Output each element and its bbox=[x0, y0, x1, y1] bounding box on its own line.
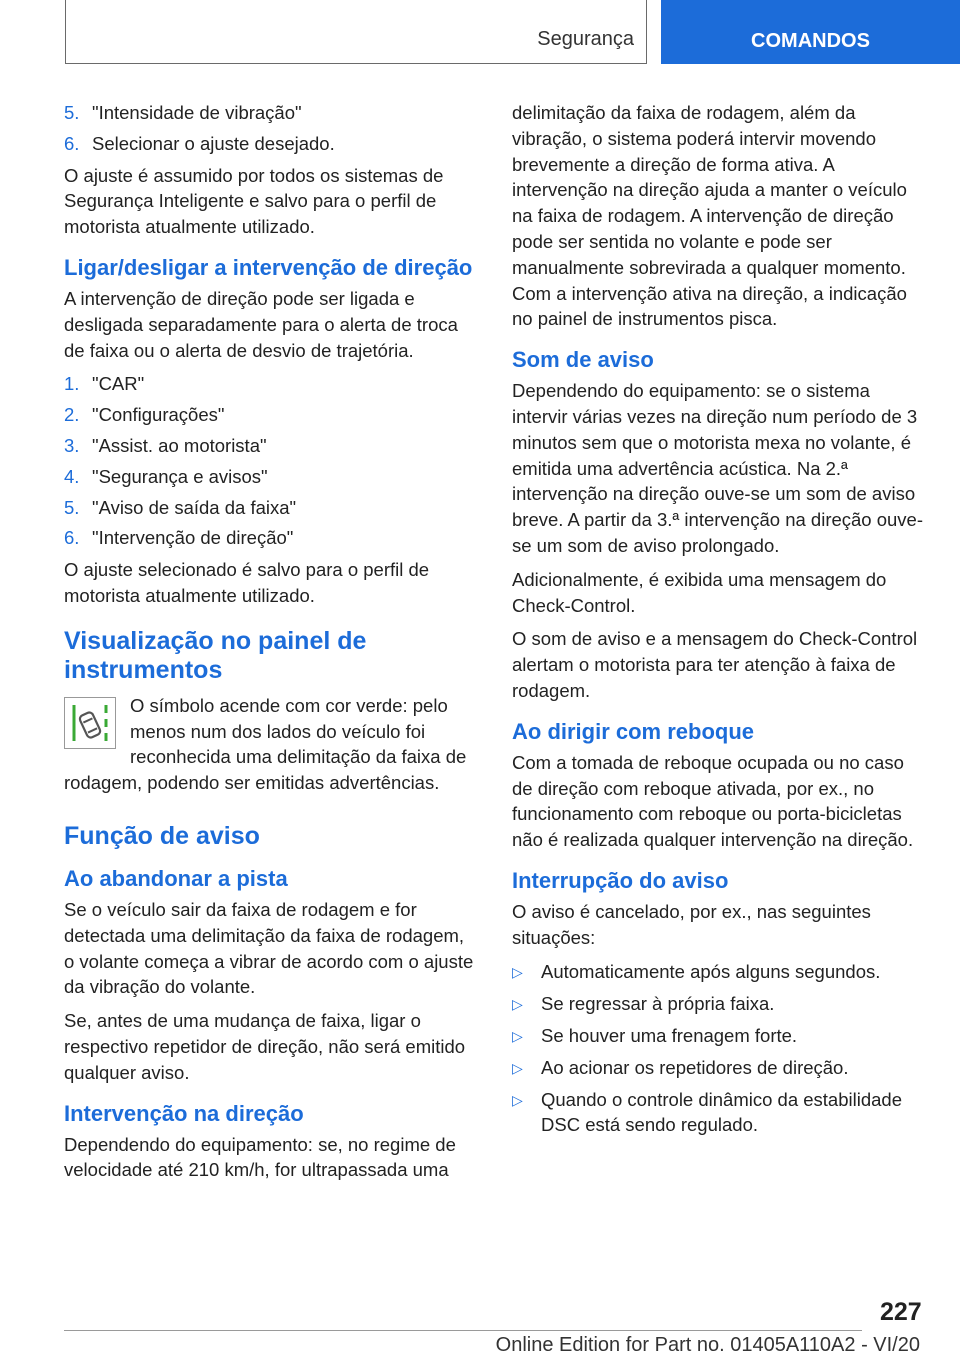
list-item bbox=[64, 100, 476, 126]
step-text: "Assist. ao motorista" bbox=[92, 434, 267, 456]
steps-list-b bbox=[64, 371, 476, 551]
list-item bbox=[64, 402, 476, 428]
paragraph: Com a tomada de reboque ocupada ou no caso de direção com reboque ativada, por ex., no funcionamento com reboque ou porta-bicicletas não é realizada qualquer intervenção na direção. bbox=[512, 751, 914, 851]
right-column bbox=[512, 100, 924, 1144]
paragraph: O ajuste selecionado é salvo para o perfil de motorista atualmente utilizado. bbox=[64, 559, 430, 606]
icon-paragraph bbox=[64, 693, 476, 796]
list-item bbox=[64, 464, 476, 490]
step-text: "Segurança e avisos" bbox=[92, 465, 268, 487]
heading-trailer: Ao dirigir com reboque bbox=[512, 718, 755, 744]
list-item bbox=[64, 525, 476, 551]
header-section-title: Segurança bbox=[537, 28, 634, 50]
list-item bbox=[64, 131, 476, 157]
interruption-list bbox=[512, 959, 924, 1139]
list-item bbox=[64, 433, 476, 459]
step-number: 1. bbox=[64, 373, 80, 395]
icon-description: O símbolo acende com cor verde: pelo menos num dos lados do veículo foi reconhecida uma delimitação da faixa de rodagem, podendo ser emitidas advertências. bbox=[64, 694, 467, 794]
list-item bbox=[64, 495, 476, 521]
bullet-text: Se houver uma frenagem forte. bbox=[541, 1024, 798, 1046]
paragraph: Se, antes de uma mudança de faixa, ligar o respectivo repetidor de direção, não será emitido qualquer aviso. bbox=[64, 1010, 466, 1083]
step-number: 3. bbox=[64, 434, 80, 456]
footer-edition: Online Edition for Part no. 01405A110A2 - VI/20 bbox=[495, 1334, 920, 1356]
step-text: "Configurações" bbox=[92, 404, 225, 426]
step-number: 6. bbox=[64, 132, 80, 154]
step-number: 5. bbox=[64, 102, 80, 123]
step-text: "Aviso de saída da faixa" bbox=[92, 496, 297, 518]
triangle-bullet-icon: ▷ bbox=[512, 963, 523, 980]
footer-divider bbox=[64, 1330, 862, 1331]
list-item bbox=[512, 1055, 924, 1081]
step-text: Selecionar o ajuste desejado. bbox=[92, 132, 335, 154]
paragraph: Se o veículo sair da faixa de rodagem e for detectada uma delimitação da faixa de rodagem, o volante começa a vibrar de acordo com o ajuste da vibração do volante. bbox=[64, 898, 474, 998]
list-item bbox=[512, 1087, 924, 1139]
bullet-text: Quando o controle dinâmico da estabilidade DSC está sendo regulado. bbox=[541, 1088, 902, 1136]
heading-instrument-display: Visualização no painel de instrumentos bbox=[64, 626, 367, 684]
bullet-text: Se regressar à própria faixa. bbox=[541, 992, 775, 1014]
paragraph: A intervenção de direção pode ser ligada e desligada separadamente para o alerta de troca de faixa ou o alerta de desvio de trajetória. bbox=[64, 287, 458, 361]
step-text: "Intensidade de vibração" bbox=[92, 102, 302, 123]
page-number: 227 bbox=[880, 1298, 922, 1326]
paragraph: O ajuste é assumido por todos os sistemas de Segurança Inteligente e salvo para o perfil de motorista atualmente utilizado. bbox=[64, 164, 444, 238]
header-section-box bbox=[65, 0, 647, 64]
heading-warning-function: Função de aviso bbox=[64, 821, 260, 850]
heading-warning-sound: Som de aviso bbox=[512, 347, 654, 373]
paragraph: O som de aviso e a mensagem do Check-Control alertam o motorista para ter atenção à faixa de rodagem. bbox=[512, 628, 918, 701]
list-item bbox=[512, 991, 924, 1017]
list-item bbox=[512, 959, 924, 985]
left-column bbox=[64, 100, 476, 1191]
heading-warning-interruption: Interrupção do aviso bbox=[512, 867, 729, 893]
step-text: "CAR" bbox=[92, 373, 145, 395]
triangle-bullet-icon: ▷ bbox=[512, 1027, 523, 1044]
paragraph: Dependendo do equipamento: se o sistema intervir várias vezes na direção num período de 3 minutos sem que o motorista mexa no volante, é emitida uma advertência acústica. Na 2.ª intervenção na direção ouve-se um som de aviso breve. A partir da 3.ª intervenção na direção ouve-se um som de aviso prolongado. bbox=[512, 380, 924, 556]
heading-steering-intervention: Intervenção na direção bbox=[64, 1100, 304, 1126]
header-chapter-tab bbox=[661, 0, 960, 64]
triangle-bullet-icon: ▷ bbox=[512, 1091, 523, 1108]
bullet-text: Automaticamente após alguns segundos. bbox=[541, 960, 881, 982]
heading-steering-toggle: Ligar/desligar a intervenção de direção bbox=[64, 254, 473, 280]
list-item bbox=[512, 1023, 924, 1049]
step-number: 6. bbox=[64, 527, 80, 549]
paragraph: delimitação da faixa de rodagem, além da vibração, o sistema poderá intervir movendo brevemente a direção de forma ativa. A intervenção na direção ajuda a manter o veículo na faixa de rodagem. A intervenção de direção pode ser sentida no volante e pode ser manualmente sobrevirada a qualquer momento. Com a intervenção ativa na direção, a indicação no painel de instrumentos pisca. bbox=[512, 102, 907, 330]
paragraph: O aviso é cancelado, por ex., nas seguintes situações: bbox=[512, 900, 871, 948]
triangle-bullet-icon: ▷ bbox=[512, 995, 523, 1012]
bullet-text: Ao acionar os repetidores de direção. bbox=[541, 1056, 849, 1078]
paragraph: Dependendo do equipamento: se, no regime de velocidade até 210 km/h, for ultrapassada uma bbox=[64, 1133, 456, 1181]
steps-list-a bbox=[64, 100, 476, 157]
step-text: "Intervenção de direção" bbox=[92, 527, 294, 549]
lane-departure-icon bbox=[64, 697, 116, 749]
triangle-bullet-icon: ▷ bbox=[512, 1059, 523, 1076]
list-item bbox=[64, 371, 476, 397]
header-chapter-label: COMANDOS bbox=[751, 29, 870, 52]
step-number: 2. bbox=[64, 404, 80, 426]
step-number: 4. bbox=[64, 465, 80, 487]
step-number: 5. bbox=[64, 496, 80, 518]
heading-leaving-lane: Ao abandonar a pista bbox=[64, 865, 288, 891]
paragraph: Adicionalmente, é exibida uma mensagem do Check-Control. bbox=[512, 568, 887, 616]
